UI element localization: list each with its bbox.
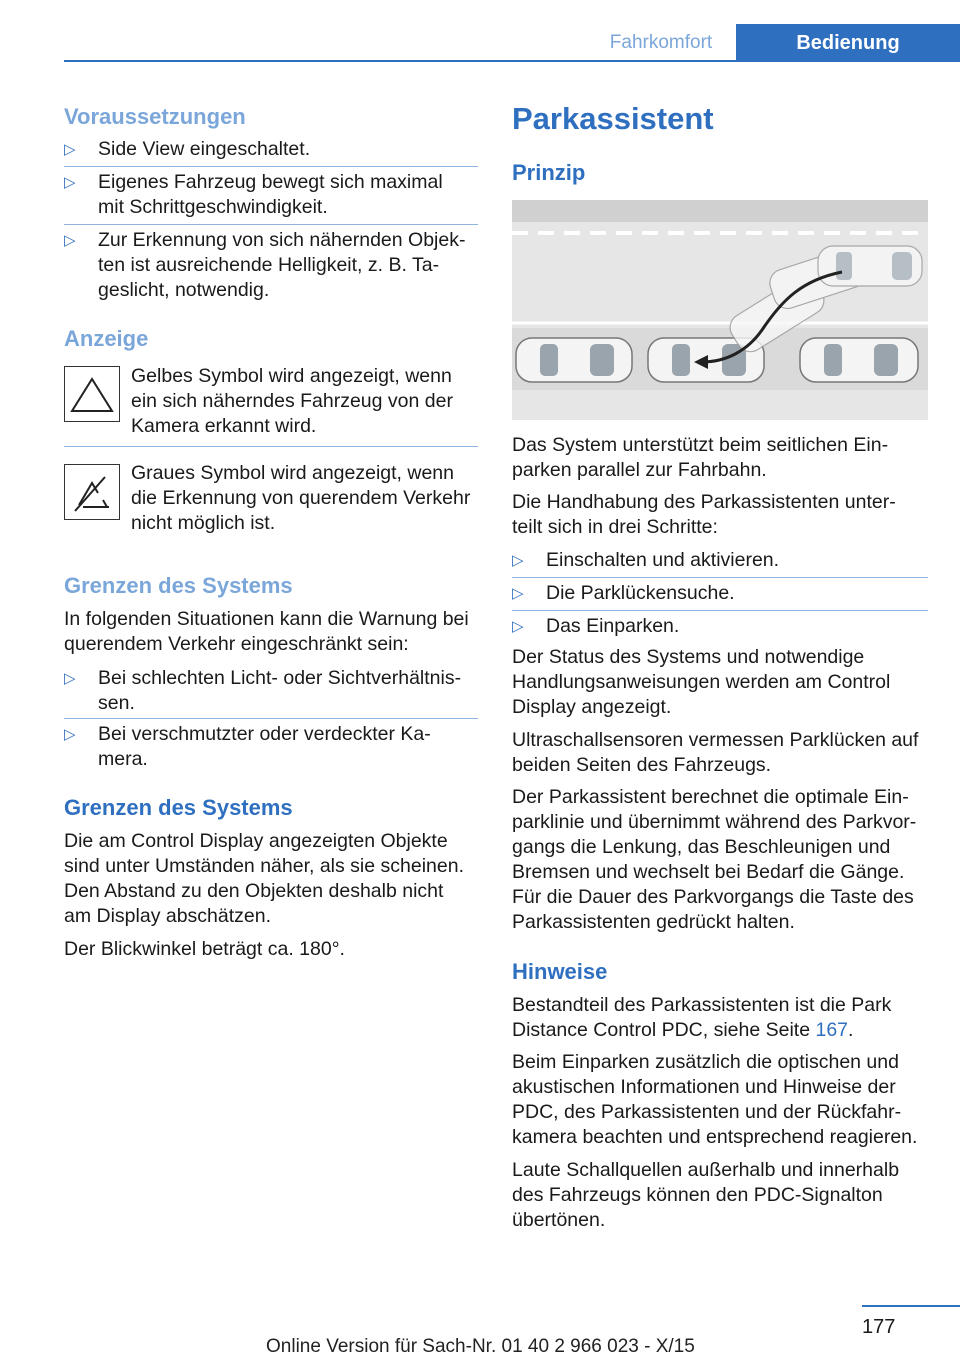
paragraph-bestandteil: Bestandteil des Parkassistenten ist die Park Distance Control PDC, siehe Seite 167. <box>512 994 892 1041</box>
heading-hinweise: Hinweise <box>512 959 608 984</box>
paragraph-berechnung: Der Parkassistent berechnet die optimale Ein- parklinie und übernimmt während des Parkvor- gangs die Lenkung, das Beschleunigen und Bremsen und wechselt bei Bedarf die Gänge. Für die Dauer des Parkvorgangs die Taste des Parkassistenten gedrückt halten. <box>512 786 917 933</box>
heading-grenzen-1: Grenzen des Systems <box>64 573 293 598</box>
divider <box>512 577 928 578</box>
parking-illustration <box>512 200 928 420</box>
page-link-167[interactable]: 167 <box>815 1019 849 1041</box>
footer-online-version: Online Version für Sach-Nr. 01 40 2 966 023 - X/15 <box>266 1336 695 1357</box>
bullet-triangle-icon: ▷ <box>512 585 524 602</box>
bullet-triangle-icon: ▷ <box>64 174 76 191</box>
paragraph-einparken: Beim Einparken zusätzlich die optischen und akustischen Informationen und Hinweise der PDC, des Parkassistenten und der Rückfahr- kamera beachten und entsprechend reagieren. <box>512 1051 918 1148</box>
page-number: 177 <box>862 1316 896 1338</box>
header-section-bedienung[interactable]: Bedienung <box>736 24 960 62</box>
divider <box>64 718 478 719</box>
warning-triangle-crossed-icon <box>64 464 120 520</box>
divider <box>512 610 928 611</box>
divider <box>64 166 478 167</box>
paragraph-system: Das System unterstützt beim seitlichen Ein- parken parallel zur Fahrbahn. <box>512 434 889 481</box>
paragraph-handhabung: Die Handhabung des Parkassistenten unter- teilt sich in drei Schritte: <box>512 491 896 538</box>
warning-triangle-icon <box>64 366 120 422</box>
bullet-triangle-icon: ▷ <box>64 141 76 158</box>
header-section-fahrkomfort[interactable]: Fahrkomfort <box>609 32 713 53</box>
grey-symbol-text: Graues Symbol wird angezeigt, wenn die Erkennung von querendem Verkehr nicht möglich ist. <box>131 462 471 534</box>
bullet-triangle-icon: ▷ <box>64 232 76 249</box>
yellow-symbol-text: Gelbes Symbol wird angezeigt, wenn ein sich näherndes Fahrzeug von der Kamera erkannt wird. <box>131 365 453 437</box>
paragraph-status: Der Status des Systems und notwendige Handlungsanweisungen werden am Control Display angezeigt. <box>512 646 891 718</box>
divider <box>64 224 478 225</box>
bullet-triangle-icon: ▷ <box>512 552 524 569</box>
paragraph-ultraschall: Ultraschallsensoren vermessen Parklücken auf beiden Seiten des Fahrzeugs. <box>512 729 919 776</box>
bullet-triangle-icon: ▷ <box>64 670 76 687</box>
blickwinkel-text: Der Blickwinkel beträgt ca. 180°. <box>64 938 345 960</box>
footer-rule <box>862 1305 960 1307</box>
heading-anzeige: Anzeige <box>64 326 149 351</box>
divider <box>64 446 478 447</box>
header-rule <box>64 60 960 62</box>
paragraph-schallquellen: Laute Schallquellen außerhalb und innerhalb des Fahrzeugs können den PDC-Signalton übertönen. <box>512 1159 900 1231</box>
grenzen-paragraph: Die am Control Display angezeigten Objekte sind unter Umständen näher, als sie scheinen. Den Abstand zu den Objekten deshalb nicht am Display abschätzen. <box>64 830 464 927</box>
heading-voraussetzungen: Voraussetzungen <box>64 104 246 129</box>
grenzen-intro: In folgenden Situationen kann die Warnung bei querendem Verkehr eingeschränkt sein: <box>64 608 469 655</box>
heading-grenzen-2: Grenzen des Systems <box>64 795 293 820</box>
bullet-triangle-icon: ▷ <box>64 726 76 743</box>
heading-prinzip: Prinzip <box>512 160 586 185</box>
page-title: Parkassistent <box>512 101 714 136</box>
bullet-triangle-icon: ▷ <box>512 618 524 635</box>
